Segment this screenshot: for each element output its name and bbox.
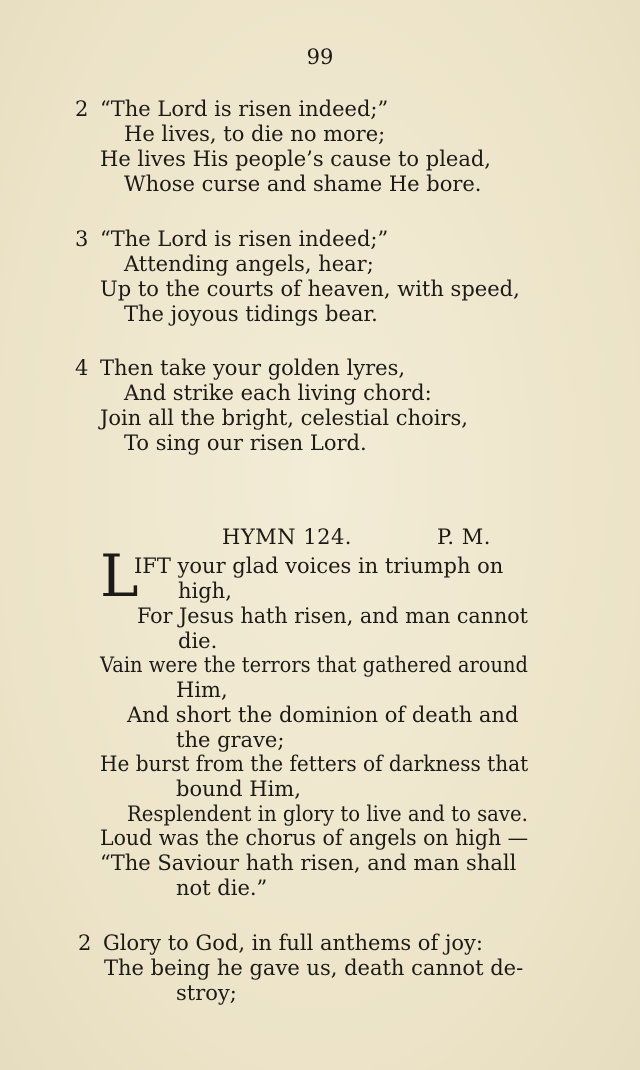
verse-line: Attending angels, hear; — [124, 252, 374, 276]
hymn-line: die. — [178, 629, 218, 653]
hymn-line: He burst from the fetters of darkness that — [100, 752, 529, 776]
page-number: 99 — [306, 45, 334, 69]
verse-number: 3 — [75, 227, 89, 251]
hymn-title: HYMN 124. — [222, 525, 352, 549]
verse-line: Whose curse and shame He bore. — [124, 172, 482, 196]
verse-line: To sing our risen Lord. — [124, 431, 367, 455]
drop-cap: L — [100, 542, 139, 610]
hymn-line: Resplendent in glory to live and to save. — [127, 802, 528, 826]
verse-number: 2 — [75, 97, 89, 121]
hymn-line: not die.” — [176, 876, 268, 900]
hymn-line: Vain were the terrors that gathered around — [100, 653, 528, 677]
verse-number: 4 — [75, 356, 89, 380]
verse-line: Join all the bright, celestial choirs, — [100, 406, 468, 430]
hymn-line: “The Saviour hath risen, and man shall — [100, 851, 517, 875]
verse-line: Then take your golden lyres, — [100, 356, 406, 380]
verse-line: He lives, to die no more; — [124, 122, 386, 146]
hymn-line: high, — [178, 579, 232, 603]
verse-number: 2 — [78, 931, 92, 955]
verse-line: “The Lord is risen indeed;” — [100, 97, 389, 121]
hymn-line: stroy; — [176, 981, 237, 1005]
hymn-line: the grave; — [176, 728, 285, 752]
hymn-line: bound Him, — [176, 777, 301, 801]
verse-line: Up to the courts of heaven, with speed, — [100, 277, 520, 301]
hymn-line: Glory to God, in full anthems of joy: — [103, 931, 483, 955]
hymn-line: Loud was the chorus of angels on high — — [100, 826, 529, 850]
hymn-line: Him, — [176, 678, 228, 702]
hymn-line: The being he gave us, death cannot de- — [104, 956, 524, 980]
verse-line: “The Lord is risen indeed;” — [100, 227, 389, 251]
hymn-line: And short the dominion of death and — [127, 703, 519, 727]
hymn-line — [134, 553, 522, 579]
hymn-meter: P. M. — [437, 525, 491, 549]
verse-line: The joyous tidings bear. — [124, 302, 378, 326]
hymn-line-text: IFT your glad voices in triumph on — [134, 554, 504, 578]
hymn-line: For Jesus hath risen, and man cannot — [137, 604, 528, 628]
verse-line: And strike each living chord: — [124, 381, 432, 405]
verse-line: He lives His people’s cause to plead, — [100, 147, 491, 171]
